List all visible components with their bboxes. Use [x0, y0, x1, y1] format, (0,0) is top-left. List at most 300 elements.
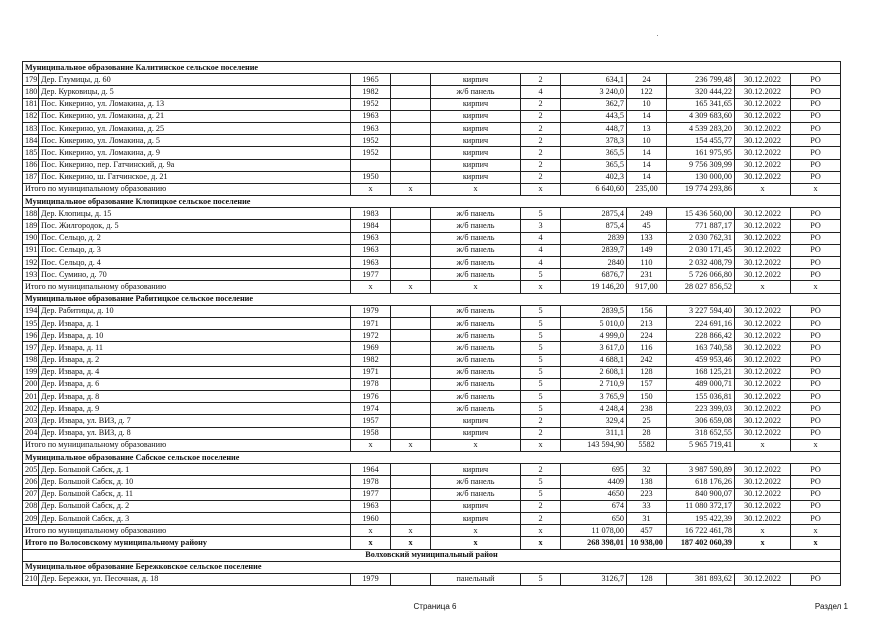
table-row — [23, 330, 841, 342]
table-cell: 25 — [627, 415, 667, 427]
table-cell: кирпич — [431, 110, 521, 122]
table-cell: x — [351, 281, 391, 293]
table-cell: 224 691,16 — [667, 317, 735, 329]
table-cell: x — [735, 183, 791, 195]
table-cell: 208 — [23, 500, 39, 512]
table-cell: 223 — [627, 488, 667, 500]
table-cell: кирпич — [431, 512, 521, 524]
table-cell — [391, 573, 431, 585]
table-cell: ж/б панель — [431, 403, 521, 415]
table-cell: Пос. Сельцо, д. 3 — [39, 244, 351, 256]
table-cell: x — [735, 525, 791, 537]
table-cell — [391, 415, 431, 427]
table-cell: 150 — [627, 391, 667, 403]
table-cell: 4 999,0 — [561, 330, 627, 342]
table-cell: РО — [791, 257, 841, 269]
table-cell: 6876,7 — [561, 269, 627, 281]
table-cell: 1978 — [351, 476, 391, 488]
table-cell: 11 080 372,17 — [667, 500, 735, 512]
table-cell: Дер. Извара, д. 8 — [39, 391, 351, 403]
table-cell: 182 — [23, 110, 39, 122]
table-cell: x — [791, 525, 841, 537]
table-cell: РО — [791, 122, 841, 134]
table-cell: 2 — [521, 135, 561, 147]
table-cell: 210 — [23, 573, 39, 585]
table-cell: 224 — [627, 330, 667, 342]
table-cell: 19 146,20 — [561, 281, 627, 293]
table-cell: 196 — [23, 330, 39, 342]
table-cell: 193 — [23, 269, 39, 281]
table-cell: 3 227 594,40 — [667, 305, 735, 317]
table-cell: 30.12.2022 — [735, 135, 791, 147]
table-cell: 459 953,46 — [667, 354, 735, 366]
table-cell: Пос. Сумино, д. 70 — [39, 269, 351, 281]
table-cell: 5 — [521, 305, 561, 317]
table-cell: Дер. Курковицы, д. 5 — [39, 86, 351, 98]
table-cell — [391, 232, 431, 244]
table-cell: 1977 — [351, 488, 391, 500]
table-cell: x — [431, 439, 521, 451]
table-cell: 28 027 856,52 — [667, 281, 735, 293]
table-cell: РО — [791, 378, 841, 390]
table-cell: 204 — [23, 427, 39, 439]
table-cell: Итого по муниципальному образованию — [23, 183, 351, 195]
table-cell: 4 — [521, 244, 561, 256]
table-cell: x — [351, 183, 391, 195]
table-cell: 1965 — [351, 74, 391, 86]
table-cell: 30.12.2022 — [735, 257, 791, 269]
table-cell: 30.12.2022 — [735, 147, 791, 159]
table-cell: РО — [791, 86, 841, 98]
table-cell: Дер. Большой Сабск, д. 1 — [39, 464, 351, 476]
table-cell: 5 — [521, 208, 561, 220]
table-cell: x — [351, 537, 391, 549]
table-cell: 2 — [521, 512, 561, 524]
table-cell: x — [521, 281, 561, 293]
subtotal-row — [23, 525, 841, 537]
table-cell: 402,3 — [561, 171, 627, 183]
table-cell: 30.12.2022 — [735, 500, 791, 512]
table-cell: кирпич — [431, 74, 521, 86]
table-cell: 242 — [627, 354, 667, 366]
table-cell: ж/б панель — [431, 366, 521, 378]
table-cell: 5 — [521, 573, 561, 585]
table-cell: 30.12.2022 — [735, 159, 791, 171]
table-cell: Дер. Извара, д. 11 — [39, 342, 351, 354]
table-cell: Дер. Извара, д. 4 — [39, 366, 351, 378]
table-cell: кирпич — [431, 415, 521, 427]
table-cell: 30.12.2022 — [735, 573, 791, 585]
section-title: Муниципальное образование Сабское сельское поселение — [23, 452, 841, 464]
table-cell: 30.12.2022 — [735, 208, 791, 220]
table-cell: 1950 — [351, 171, 391, 183]
table-cell: x — [391, 537, 431, 549]
table-cell: 200 — [23, 378, 39, 390]
table-cell: Дер. Извара, д. 9 — [39, 403, 351, 415]
table-cell: 875,4 — [561, 220, 627, 232]
table-cell: 128 — [627, 366, 667, 378]
table-cell: РО — [791, 573, 841, 585]
table-cell: 448,7 — [561, 122, 627, 134]
table-cell: ж/б панель — [431, 220, 521, 232]
table-row — [23, 354, 841, 366]
table-cell: 5 — [521, 269, 561, 281]
table-cell: x — [521, 183, 561, 195]
table-cell: 156 — [627, 305, 667, 317]
table-cell: 14 — [627, 159, 667, 171]
table-cell: 771 887,17 — [667, 220, 735, 232]
table-cell: 195 422,39 — [667, 512, 735, 524]
table-row — [23, 488, 841, 500]
table-cell: 1958 — [351, 427, 391, 439]
table-cell — [391, 464, 431, 476]
table-cell: 184 — [23, 135, 39, 147]
table-cell: 1977 — [351, 269, 391, 281]
table-cell: x — [431, 525, 521, 537]
table-cell: 194 — [23, 305, 39, 317]
table-cell: 30.12.2022 — [735, 317, 791, 329]
table-cell: 3 240,0 — [561, 86, 627, 98]
table-cell — [391, 305, 431, 317]
table-cell: РО — [791, 342, 841, 354]
table-cell: Пос. Кикерино, ул. Ломакина, д. 21 — [39, 110, 351, 122]
table-cell: x — [735, 281, 791, 293]
table-cell: 128 — [627, 573, 667, 585]
section-header-row — [23, 62, 841, 74]
table-cell: 13 — [627, 122, 667, 134]
table-cell: 320 444,22 — [667, 86, 735, 98]
table-cell: 695 — [561, 464, 627, 476]
table-cell: кирпич — [431, 500, 521, 512]
table-cell: 30.12.2022 — [735, 244, 791, 256]
table-cell: Пос. Кикерино, ул. Ломакина, д. 5 — [39, 135, 351, 147]
table-cell: 1984 — [351, 220, 391, 232]
table-cell: 1979 — [351, 305, 391, 317]
table-cell: 155 036,81 — [667, 391, 735, 403]
table-row — [23, 317, 841, 329]
table-cell: 5 — [521, 391, 561, 403]
table-cell: 206 — [23, 476, 39, 488]
table-cell: 191 — [23, 244, 39, 256]
table-cell: 5 — [521, 403, 561, 415]
table-cell: 5 — [521, 330, 561, 342]
table-cell: ж/б панель — [431, 391, 521, 403]
table-row — [23, 257, 841, 269]
table-cell: ж/б панель — [431, 208, 521, 220]
table-cell: x — [431, 537, 521, 549]
table-cell: 4650 — [561, 488, 627, 500]
table-cell: РО — [791, 391, 841, 403]
table-cell: 157 — [627, 378, 667, 390]
table-cell: 168 125,21 — [667, 366, 735, 378]
table-cell: Итого по муниципальному образованию — [23, 525, 351, 537]
table-cell: x — [391, 525, 431, 537]
table-cell: 116 — [627, 342, 667, 354]
table-cell: 14 — [627, 147, 667, 159]
table-cell — [391, 86, 431, 98]
table-cell: 30.12.2022 — [735, 342, 791, 354]
table-cell: 4 309 683,60 — [667, 110, 735, 122]
table-cell: 5582 — [627, 439, 667, 451]
table-cell: 5 — [521, 342, 561, 354]
table-row — [23, 232, 841, 244]
table-cell: 14 — [627, 110, 667, 122]
table-cell: 154 455,77 — [667, 135, 735, 147]
table-cell — [391, 159, 431, 171]
table-cell: 1964 — [351, 464, 391, 476]
subtotal-row — [23, 281, 841, 293]
table-row — [23, 391, 841, 403]
table-cell: 6 640,60 — [561, 183, 627, 195]
table-cell: Пос. Жилгородок, д. 5 — [39, 220, 351, 232]
table-cell: ж/б панель — [431, 342, 521, 354]
table-cell: Дер. Глумицы, д. 60 — [39, 74, 351, 86]
table-cell: 840 900,07 — [667, 488, 735, 500]
table-cell — [391, 269, 431, 281]
table-row — [23, 159, 841, 171]
table-cell: ж/б панель — [431, 269, 521, 281]
table-cell: 4 — [521, 86, 561, 98]
table-cell: 2 — [521, 500, 561, 512]
table-cell: 4409 — [561, 476, 627, 488]
table-cell — [391, 244, 431, 256]
table-cell: Пос. Кикерино, пер. Гатчинский, д. 9а — [39, 159, 351, 171]
table-cell: 1971 — [351, 317, 391, 329]
table-cell: 249 — [627, 208, 667, 220]
table-cell: 203 — [23, 415, 39, 427]
table-cell: 45 — [627, 220, 667, 232]
table-cell: 202 — [23, 403, 39, 415]
table-cell: 362,7 — [561, 98, 627, 110]
table-cell: x — [351, 439, 391, 451]
table-cell: 1963 — [351, 244, 391, 256]
table-cell: 1952 — [351, 135, 391, 147]
table-cell: 133 — [627, 232, 667, 244]
table-cell: ж/б панель — [431, 86, 521, 98]
table-row — [23, 476, 841, 488]
table-cell: 190 — [23, 232, 39, 244]
subtotal-row — [23, 439, 841, 451]
table-cell: 2 — [521, 110, 561, 122]
table-cell: 311,1 — [561, 427, 627, 439]
table-cell: 329,4 — [561, 415, 627, 427]
table-row — [23, 378, 841, 390]
table-cell: 443,5 — [561, 110, 627, 122]
table-cell: 381 893,62 — [667, 573, 735, 585]
table-cell: РО — [791, 403, 841, 415]
table-row — [23, 342, 841, 354]
section-title: Муниципальное образование Калитинское сельское поселение — [23, 62, 841, 74]
table-cell: 28 — [627, 427, 667, 439]
table-cell: 30.12.2022 — [735, 110, 791, 122]
table-cell: 5 010,0 — [561, 317, 627, 329]
table-cell: 5 726 066,80 — [667, 269, 735, 281]
table-cell: 30.12.2022 — [735, 232, 791, 244]
table-cell: 1983 — [351, 208, 391, 220]
table-cell: РО — [791, 208, 841, 220]
table-cell: Дер. Извара, д. 2 — [39, 354, 351, 366]
table-cell: Итого по Волосовскому муниципальному району — [23, 537, 351, 549]
table-row — [23, 403, 841, 415]
table-cell: 3126,7 — [561, 573, 627, 585]
table-cell: ж/б панель — [431, 488, 521, 500]
table-cell: РО — [791, 147, 841, 159]
table-cell: 165 341,65 — [667, 98, 735, 110]
table-cell: кирпич — [431, 464, 521, 476]
table-cell — [391, 98, 431, 110]
table-cell: 19 774 293,86 — [667, 183, 735, 195]
table-cell — [391, 500, 431, 512]
table-cell: 1963 — [351, 110, 391, 122]
district-header-row — [23, 549, 841, 561]
table-cell: 10 — [627, 98, 667, 110]
table-cell: 2839,5 — [561, 305, 627, 317]
table-cell: x — [391, 439, 431, 451]
table-cell: Дер. Извара, ул. ВИЗ, д. 7 — [39, 415, 351, 427]
table-cell: x — [521, 537, 561, 549]
table-cell: 268 398,01 — [561, 537, 627, 549]
table-cell: 1957 — [351, 415, 391, 427]
table-cell — [391, 330, 431, 342]
table-row — [23, 269, 841, 281]
table-cell: 1979 — [351, 573, 391, 585]
table-cell: ж/б панель — [431, 317, 521, 329]
table-row — [23, 305, 841, 317]
table-cell: 5 — [521, 366, 561, 378]
table-cell: 650 — [561, 512, 627, 524]
table-cell: Пос. Кикерино, ул. Ломакина, д. 9 — [39, 147, 351, 159]
table-cell: 2 — [521, 415, 561, 427]
table-cell: 198 — [23, 354, 39, 366]
table-cell: Дер. Извара, д. 6 — [39, 378, 351, 390]
table-cell: 1963 — [351, 500, 391, 512]
table-cell: 213 — [627, 317, 667, 329]
table-cell: 10 — [627, 135, 667, 147]
table-cell: кирпич — [431, 147, 521, 159]
table-cell: РО — [791, 232, 841, 244]
table-cell: 110 — [627, 257, 667, 269]
table-cell: 205 — [23, 464, 39, 476]
table-cell: 3 987 590,89 — [667, 464, 735, 476]
table-cell: Дер. Извара, ул. ВИЗ, д. 8 — [39, 427, 351, 439]
table-cell: 30.12.2022 — [735, 476, 791, 488]
table-cell: ж/б панель — [431, 305, 521, 317]
table-cell: кирпич — [431, 122, 521, 134]
table-row — [23, 208, 841, 220]
table-cell: x — [791, 439, 841, 451]
section-header-row — [23, 452, 841, 464]
table-body — [23, 62, 841, 586]
table-cell: x — [521, 439, 561, 451]
table-cell: 2 — [521, 159, 561, 171]
table-cell: 30.12.2022 — [735, 330, 791, 342]
table-cell: 30.12.2022 — [735, 98, 791, 110]
table-cell: 16 722 461,78 — [667, 525, 735, 537]
table-cell: 1974 — [351, 403, 391, 415]
table-cell: 2839 — [561, 232, 627, 244]
table-row — [23, 500, 841, 512]
table-cell: x — [791, 183, 841, 195]
table-cell: 30.12.2022 — [735, 391, 791, 403]
table-row — [23, 220, 841, 232]
table-cell — [391, 403, 431, 415]
table-cell: x — [391, 183, 431, 195]
table-cell: 32 — [627, 464, 667, 476]
table-cell: Дер. Большой Сабск, д. 3 — [39, 512, 351, 524]
subtotal-row — [23, 183, 841, 195]
table-cell — [391, 476, 431, 488]
table-cell: 235,00 — [627, 183, 667, 195]
table-cell: кирпич — [431, 159, 521, 171]
table-cell — [391, 147, 431, 159]
table-cell: 188 — [23, 208, 39, 220]
table-cell: 163 740,58 — [667, 342, 735, 354]
housing-register-table — [22, 61, 841, 586]
table-row — [23, 98, 841, 110]
table-cell — [391, 317, 431, 329]
table-cell: 2 032 408,79 — [667, 257, 735, 269]
table-cell: 186 — [23, 159, 39, 171]
table-cell: 192 — [23, 257, 39, 269]
table-cell: Пос. Кикерино, ш. Гатчинское, д. 21 — [39, 171, 351, 183]
table-cell: кирпич — [431, 135, 521, 147]
table-cell: 161 975,95 — [667, 147, 735, 159]
table-cell: 5 — [521, 354, 561, 366]
table-cell: 181 — [23, 98, 39, 110]
table-cell: РО — [791, 220, 841, 232]
table-cell: Дер. Большой Сабск, д. 10 — [39, 476, 351, 488]
table-cell: 30.12.2022 — [735, 171, 791, 183]
table-cell: 5 — [521, 378, 561, 390]
table-cell: 1963 — [351, 257, 391, 269]
table-cell: 2 — [521, 98, 561, 110]
table-cell: кирпич — [431, 427, 521, 439]
table-cell: 197 — [23, 342, 39, 354]
table-cell: 2840 — [561, 257, 627, 269]
table-cell — [391, 342, 431, 354]
table-cell: 183 — [23, 122, 39, 134]
table-cell: РО — [791, 512, 841, 524]
table-cell: 1960 — [351, 512, 391, 524]
table-cell: РО — [791, 500, 841, 512]
table-cell: РО — [791, 171, 841, 183]
table-cell: Пос. Кикерино, ул. Ломакина, д. 13 — [39, 98, 351, 110]
table-cell: 5 — [521, 317, 561, 329]
table-cell: 306 659,08 — [667, 415, 735, 427]
table-cell: РО — [791, 476, 841, 488]
table-cell: 2 710,9 — [561, 378, 627, 390]
table-cell: 3 765,9 — [561, 391, 627, 403]
table-cell: 9 756 309,99 — [667, 159, 735, 171]
table-cell: x — [735, 537, 791, 549]
table-cell: 457 — [627, 525, 667, 537]
table-cell — [391, 366, 431, 378]
table-cell: 5 — [521, 476, 561, 488]
table-row — [23, 244, 841, 256]
table-cell: 30.12.2022 — [735, 366, 791, 378]
table-cell: x — [521, 525, 561, 537]
table-cell: 195 — [23, 317, 39, 329]
table-row — [23, 512, 841, 524]
table-cell: 122 — [627, 86, 667, 98]
table-cell: 24 — [627, 74, 667, 86]
table-cell: ж/б панель — [431, 257, 521, 269]
table-row — [23, 366, 841, 378]
table-cell: 180 — [23, 86, 39, 98]
table-cell: 1972 — [351, 330, 391, 342]
table-cell: 1963 — [351, 232, 391, 244]
table-cell: 917,00 — [627, 281, 667, 293]
